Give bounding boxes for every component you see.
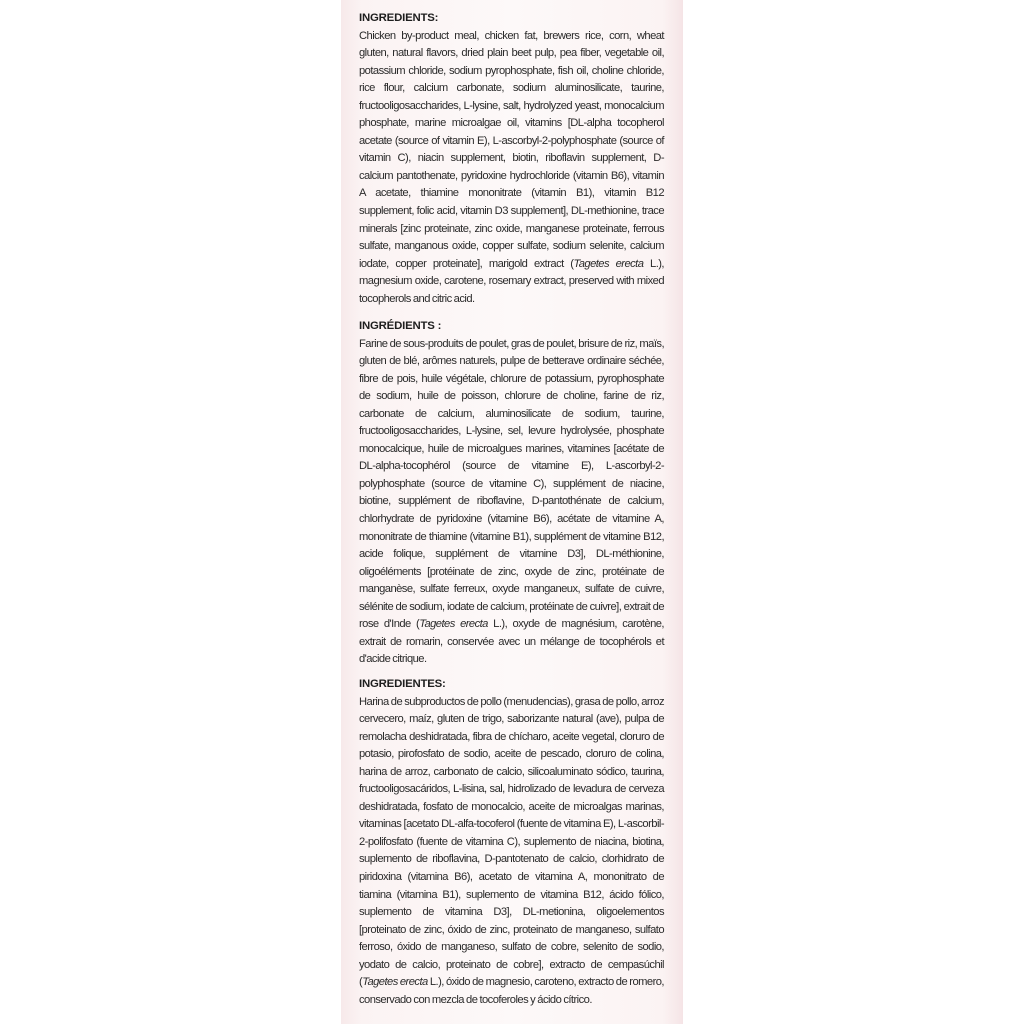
ingredients-text-english: Chicken by-product meal, chicken fat, brewers rice, corn, wheat gluten, natural flavors, dried plain beet pulp, pea fiber, vegetable oil, potassium chloride, sodium pyrophosphate, fish oil, choline chloride, rice flour, calcium carbonate, sodium aluminosilicate, taurine, fructooligosaccharides, L-lysine, salt, hydrolyzed yeast, monocalcium phosphate, marine microalgae oil, vitamins [DL-alpha tocopherol acetate (source of vitamin E), L-ascorbyl-2-polyphosphate (source of vitamin C), niacin supplement, biotin, riboflavin supplement, D-calcium pantothenate, pyridoxine hydrochloride (vitamin B6), vitamin A acetate, thiamine mononitrate (vitamin B1), vitamin B12 supplement, folic acid, vitamin D3 supplement], DL-methionine, trace minerals [zinc proteinate, zinc oxide, manganese proteinate, ferrous sulfate, manganous oxide, copper sulfate, sodium selenite, calcium iodate, copper proteinate], marigold extract (Tagetes erecta L.), magnesium oxide, carotene, rosemary extract, preserved with mixed tocopherols and citric acid. <box>359 29 664 305</box>
section-heading-spanish: INGREDIENTES: <box>359 678 446 690</box>
ingredients-text-spanish: Harina de subproductos de pollo (menudencias), grasa de pollo, arroz cervecero, maíz, gluten de trigo, saborizante natural (ave), pulpa de remolacha deshidratada, fibra de chícharo, aceite vegetal, cloruro de potasio, pirofosfato de sodio, aceite de pescado, cloruro de colina, harina de arroz, carbonato de calcio, silicoaluminato sódico, taurina, fructooligosacáridos, L-lisina, sal, hidrolizado de levadura de cerveza deshidratada, fosfato de monocalcio, aceite de microalgas marinas, vitaminas [acetato DL-alfa-tocoferol (fuente de vitamina E), L-ascorbil-2-polifosfato (fuente de vitamina C), suplemento de niacina, biotina, suplemento de riboflavina, D-pantotenato de calcio, clorhidrato de piridoxina (vitamina B6), acetato de vitamina A, mononitrato de tiamina (vitamina B1), suplemento de vitamina B12, ácido fólico, suplemento de vitamina D3], DL-metionina, oligoelementos [proteinato de zinc, óxido de zinc, proteinato de manganeso, sulfato ferroso, óxido de manganeso, sulfato de cobre, selenito de sodio, yodato de calcio, proteinato de cobre], extracto de cempasúchil (Tagetes erecta L.), óxido de magnesio, caroteno, extracto de romero, conservado con mezcla de tocoferoles y ácido cítrico. <box>359 695 664 1006</box>
ingredients-text-french: Farine de sous-produits de poulet, gras de poulet, brisure de riz, maïs, gluten de blé, arômes naturels, pulpe de betterave ordinaire séchée, fibre de pois, huile végétale, chlorure de potassium, pyrophosphate de sodium, huile de poisson, chlorure de choline, farine de riz, carbonate de calcium, aluminosilicate de sodium, taurine, fructooligosaccharides, L-lysine, sel, levure hydrolysée, phosphate monocalcique, huile de microalgues marines, vitamines [acétate de DL-alpha-tocophérol (source de vitamine E), L-ascorbyl-2-polyphosphate (source de vitamine C), supplément de niacine, biotine, supplément de riboflavine, D-pantothénate de calcium, chlorhydrate de pyridoxine (vitamine B6), acétate de vitamine A, mononitrate de thiamine (vitamine B1), supplément de vitamine B12, acide folique, supplément de vitamine D3], DL-méthionine, oligoéléments [protéinate de zinc, oxyde de zinc, protéinate de manganèse, sulfate ferreux, oxyde manganeux, sulfate de cuivre, sélénite de sodium, iodate de calcium, protéinate de cuivre], extrait de rose d'Inde (Tagetes erecta L.), oxyde de magnésium, carotène, extrait de romarin, conservée avec un mélange de tocophérols et d'acide citrique. <box>359 337 664 666</box>
botanical-name: Tagetes erecta <box>362 976 428 989</box>
ingredients-section-french <box>359 318 664 669</box>
ingredients-label-panel <box>341 0 683 1024</box>
ingredients-section-english <box>359 10 664 308</box>
section-heading-french: INGRÉDIENTS : <box>359 320 442 332</box>
botanical-name: Tagetes erecta <box>419 618 488 631</box>
botanical-name: Tagetes erecta <box>573 257 644 270</box>
section-heading-english: INGREDIENTS: <box>359 12 439 24</box>
ingredients-section-spanish <box>359 676 664 1009</box>
